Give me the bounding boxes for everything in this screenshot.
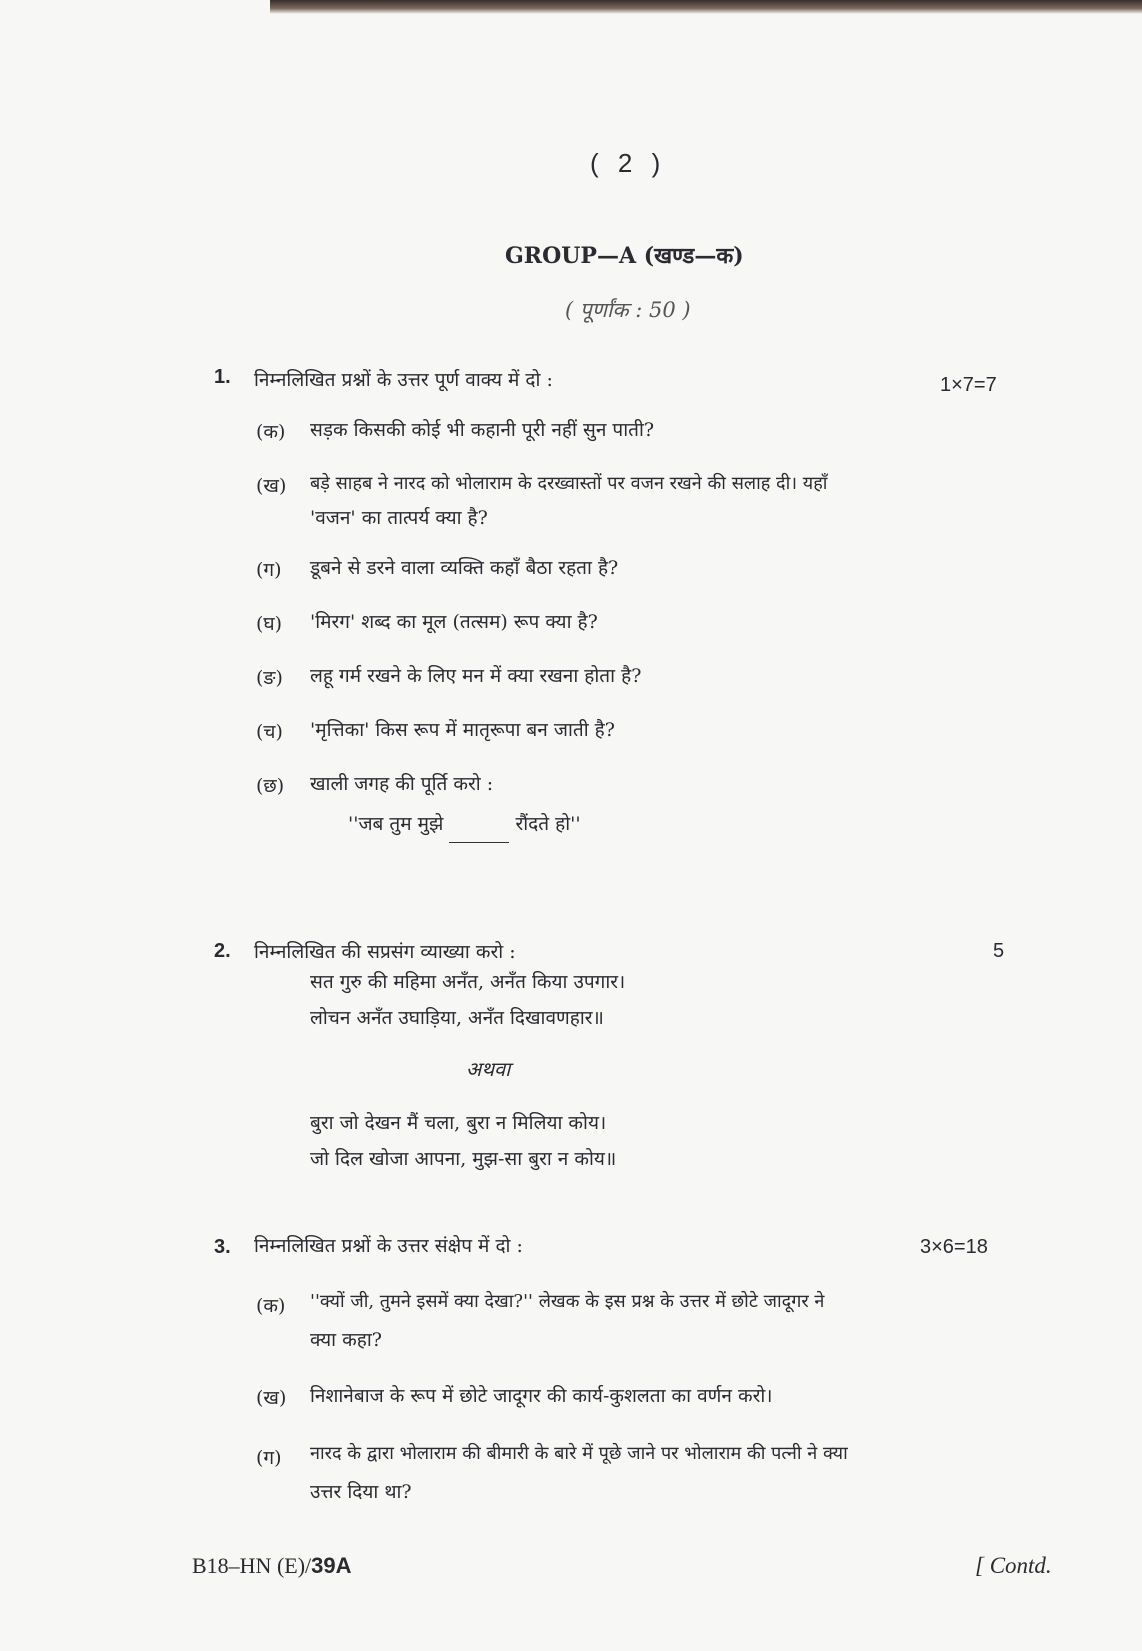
or-separator: अथवा	[466, 1057, 511, 1081]
full-marks-note: ( पूर्णांक : 50 )	[565, 298, 691, 322]
q1-sub-c-text: डूबने से डरने वाला व्यक्ति कहाँ बैठा रहता है?	[310, 557, 619, 579]
q1-sub-d-label: (घ)	[256, 613, 283, 635]
q3-sub-b-label: (ख)	[256, 1387, 287, 1409]
question-2-number: 2.	[214, 940, 231, 962]
q1-sub-g-label: (छ)	[256, 775, 285, 797]
question-2-marks: 5	[993, 940, 1005, 962]
q3-sub-c-text: नारद के द्वारा भोलाराम की बीमारी के बारे में पूछे जाने पर भोलाराम की पत्नी ने क्या	[310, 1443, 848, 1464]
question-3-text: निम्नलिखित प्रश्नों के उत्तर संक्षेप में दो :	[254, 1235, 523, 1257]
quote-start: ''जब तुम मुझे	[348, 813, 444, 835]
group-title: GROUP—A (खण्ड—क)	[505, 243, 744, 269]
q1-sub-e-text: लहू गर्म रखने के लिए मन में क्या रखना होता है?	[310, 665, 642, 687]
q1-sub-b-text-cont: 'वजन' का तात्पर्य क्या है?	[310, 507, 488, 529]
verse-2-line-1: बुरा जो देखन मैं चला, बुरा न मिलिया कोय।	[310, 1112, 607, 1134]
question-3-marks: 3×6=18	[920, 1236, 988, 1258]
paper-code-prefix: B18–HN (E)/	[192, 1553, 312, 1578]
scan-edge	[270, 0, 1142, 14]
q1-sub-a-label: (क)	[256, 421, 286, 443]
page-number: ( 2 )	[590, 148, 667, 178]
fill-in-blank	[449, 806, 509, 843]
verse-2-line-2: जो दिल खोजा आपना, मुझ-सा बुरा न कोय॥	[310, 1148, 617, 1170]
q1-sub-e-label: (ङ)	[256, 667, 283, 689]
verse-1-line-1: सत गुरु की महिमा अनँत, अनँत किया उपगार।	[310, 971, 626, 993]
question-1-number: 1.	[214, 366, 231, 388]
q1-sub-f-text: 'मृत्तिका' किस रूप में मातृरूपा बन जाती है?	[310, 719, 615, 741]
question-1-marks: 1×7=7	[940, 374, 997, 396]
q1-sub-d-text: 'मिरग' शब्द का मूल (तत्सम) रूप क्या है?	[310, 611, 598, 633]
question-2-text: निम्नलिखित की सप्रसंग व्याख्या करो :	[254, 941, 516, 963]
continued-note: [ Contd.	[975, 1553, 1052, 1578]
q1-sub-g-text: खाली जगह की पूर्ति करो :	[310, 773, 494, 795]
verse-1-line-2: लोचन अनँत उघाड़िया, अनँत दिखावणहार॥	[310, 1007, 604, 1029]
paper-code	[192, 1553, 352, 1579]
q3-sub-c-text-cont: उत्तर दिया था?	[310, 1481, 412, 1503]
question-3-number: 3.	[214, 1236, 231, 1258]
q3-sub-a-label: (क)	[256, 1295, 286, 1317]
quote-end: रौंदते हो''	[515, 813, 581, 835]
q1-sub-b-text: बड़े साहब ने नारद को भोलाराम के दरख्वास्तों पर वजन रखने की सलाह दी। यहाँ	[310, 473, 828, 494]
q1-sub-a-text: सड़क किसकी कोई भी कहानी पूरी नहीं सुन पाती?	[310, 419, 655, 441]
q3-sub-a-text-cont: क्या कहा?	[310, 1329, 382, 1351]
paper-code-number: 39A	[311, 1553, 352, 1578]
q1-sub-f-label: (च)	[256, 721, 283, 743]
q3-sub-c-label: (ग)	[256, 1447, 282, 1469]
q1-sub-g-quote	[348, 806, 581, 843]
q3-sub-a-text: ''क्यों जी, तुमने इसमें क्या देखा?'' लेखक के इस प्रश्न के उत्तर में छोटे जादूगर ने	[310, 1291, 825, 1312]
q1-sub-b-label: (ख)	[256, 475, 287, 497]
question-1-text: निम्नलिखित प्रश्नों के उत्तर पूर्ण वाक्य में दो :	[254, 369, 553, 391]
q3-sub-b-text: निशानेबाज के रूप में छोटे जादूगर की कार्य-कुशलता का वर्णन करो।	[310, 1385, 773, 1407]
q1-sub-c-label: (ग)	[256, 559, 282, 581]
